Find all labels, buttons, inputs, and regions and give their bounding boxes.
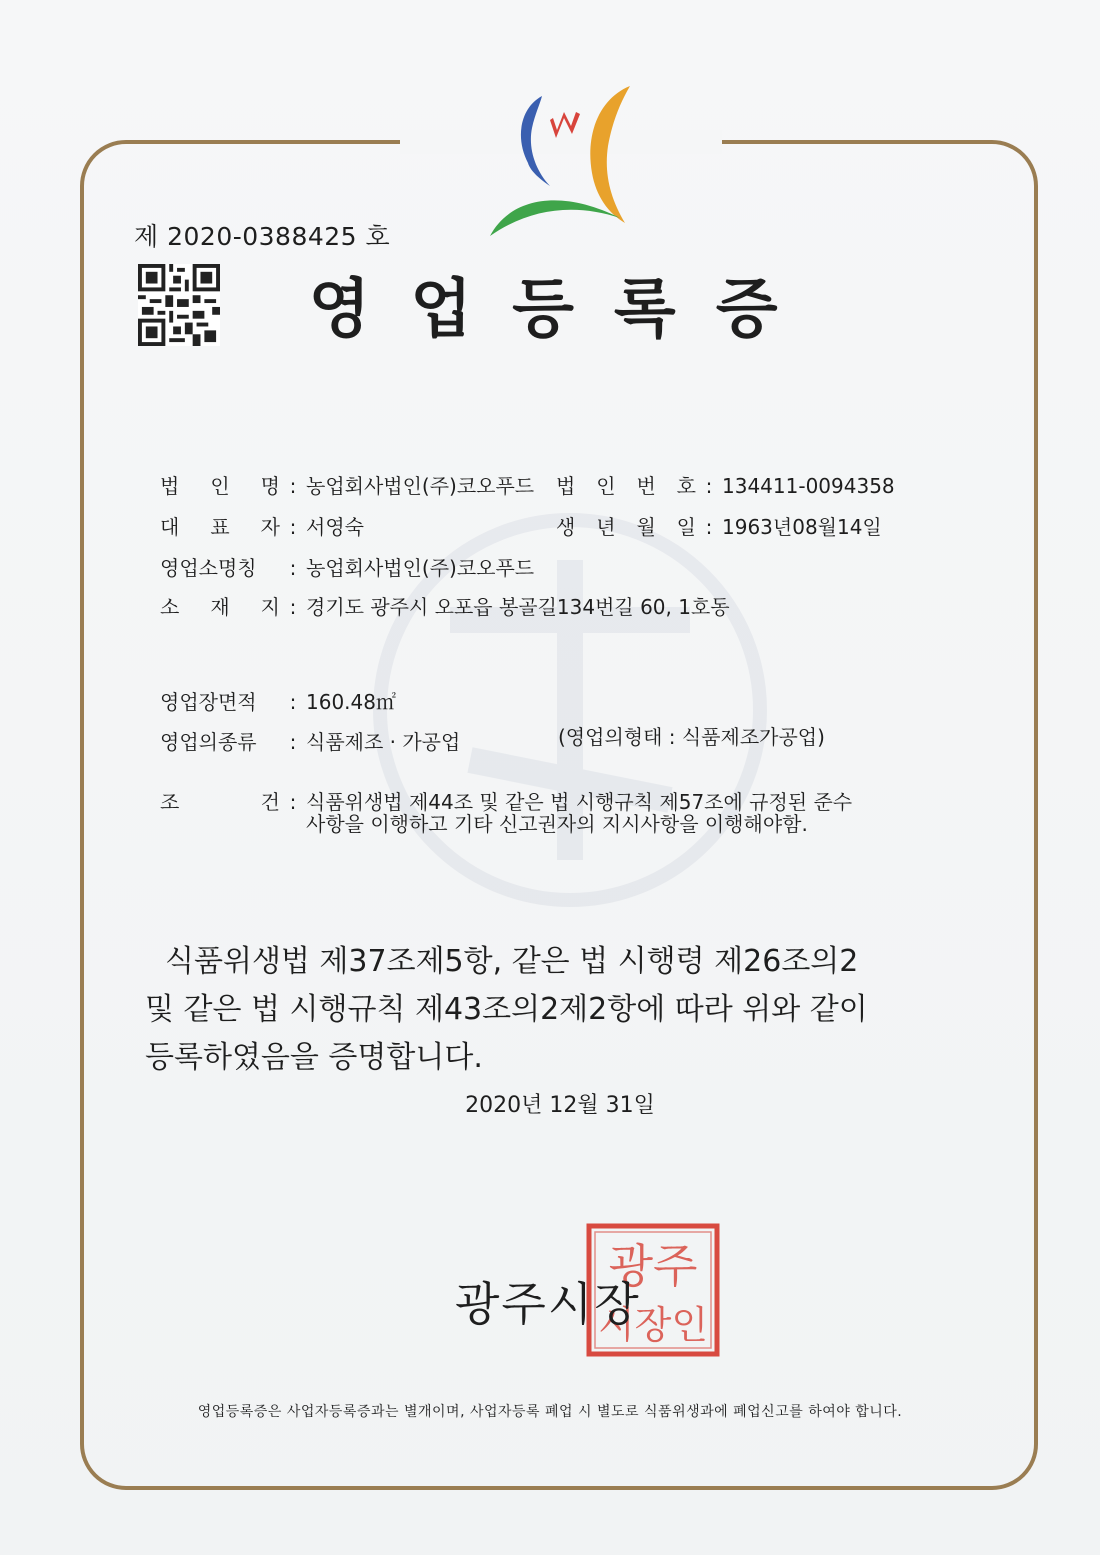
location-value: 경기도 광주시 오포읍 봉골길134번길 60, 1호동 — [306, 595, 730, 619]
certificate-title: 영업등록증 — [308, 273, 818, 347]
corporation-number-label: 법 인 번 호 — [556, 474, 696, 498]
business-name-row — [160, 552, 534, 581]
seal-text-bottom: 시장인 — [597, 1303, 709, 1347]
issuer-name: 광주시장 — [455, 1277, 641, 1331]
birth-date-row — [556, 511, 882, 540]
location-label: 소 재 지 — [160, 595, 280, 619]
representative-row — [160, 511, 364, 540]
representative-value: 서영숙 — [306, 515, 364, 539]
corporation-name-value: 농업회사법인(주)코오푸드 — [306, 474, 535, 498]
colon: : — [289, 790, 297, 814]
colon: : — [289, 515, 297, 539]
statement-line-3: 등록하였음을 증명합니다. — [145, 1040, 483, 1075]
business-name-label: 영업소명칭 — [160, 556, 257, 580]
statement-line-1: 식품위생법 제37조제5항, 같은 법 시행령 제26조의2 — [165, 944, 859, 979]
business-form: (영업의형태 : 식품제조가공업) — [558, 725, 825, 749]
business-type-label: 영업의종류 — [160, 730, 257, 754]
conditions-line-2: 사항을 이행하고 기타 신고권자의 지시사항을 이행해야함. — [306, 812, 808, 836]
business-type-row — [160, 726, 460, 755]
seal-text-top: 광주 — [608, 1239, 698, 1293]
colon: : — [705, 515, 713, 539]
issue-date: 2020년 12월 31일 — [465, 1093, 655, 1118]
footnote: 영업등록증은 사업자등록증과는 별개이며, 사업자등록 폐업 시 별도로 식품위생과에 폐업신고를 하여야 합니다. — [197, 1404, 903, 1420]
gwangju-city-logo — [480, 78, 640, 243]
area-row — [160, 686, 396, 715]
location-row — [160, 591, 730, 620]
area-value: 160.48㎡ — [306, 690, 396, 714]
representative-label: 대 표 자 — [160, 515, 280, 539]
business-name-value: 농업회사법인(주)코오푸드 — [306, 556, 535, 580]
colon: : — [289, 556, 297, 580]
colon: : — [289, 595, 297, 619]
colon: : — [705, 474, 713, 498]
certification-statement — [145, 938, 965, 1082]
statement-line-2: 및 같은 법 시행규칙 제43조의2제2항에 따라 위와 같이 — [145, 992, 868, 1027]
colon: : — [289, 474, 297, 498]
birth-date-value: 1963년08월14일 — [722, 515, 882, 539]
area-label: 영업장면적 — [160, 690, 257, 714]
colon: : — [289, 690, 297, 714]
corporation-number-row — [556, 470, 895, 499]
conditions-line-1: 식품위생법 제44조 및 같은 법 시행규칙 제57조에 규정된 준수 — [306, 790, 853, 814]
corporation-number-value: 134411-0094358 — [722, 474, 895, 498]
conditions-label: 조 건 — [160, 790, 280, 814]
birth-date-label: 생 년 월 일 — [556, 515, 696, 539]
corporation-name-row — [160, 470, 534, 499]
business-type-value: 식품제조 · 가공업 — [306, 730, 461, 754]
corporation-name-label: 법 인 명 — [160, 474, 280, 498]
colon: : — [289, 730, 297, 754]
certificate-number: 제 2020-0388425 호 — [134, 222, 391, 251]
